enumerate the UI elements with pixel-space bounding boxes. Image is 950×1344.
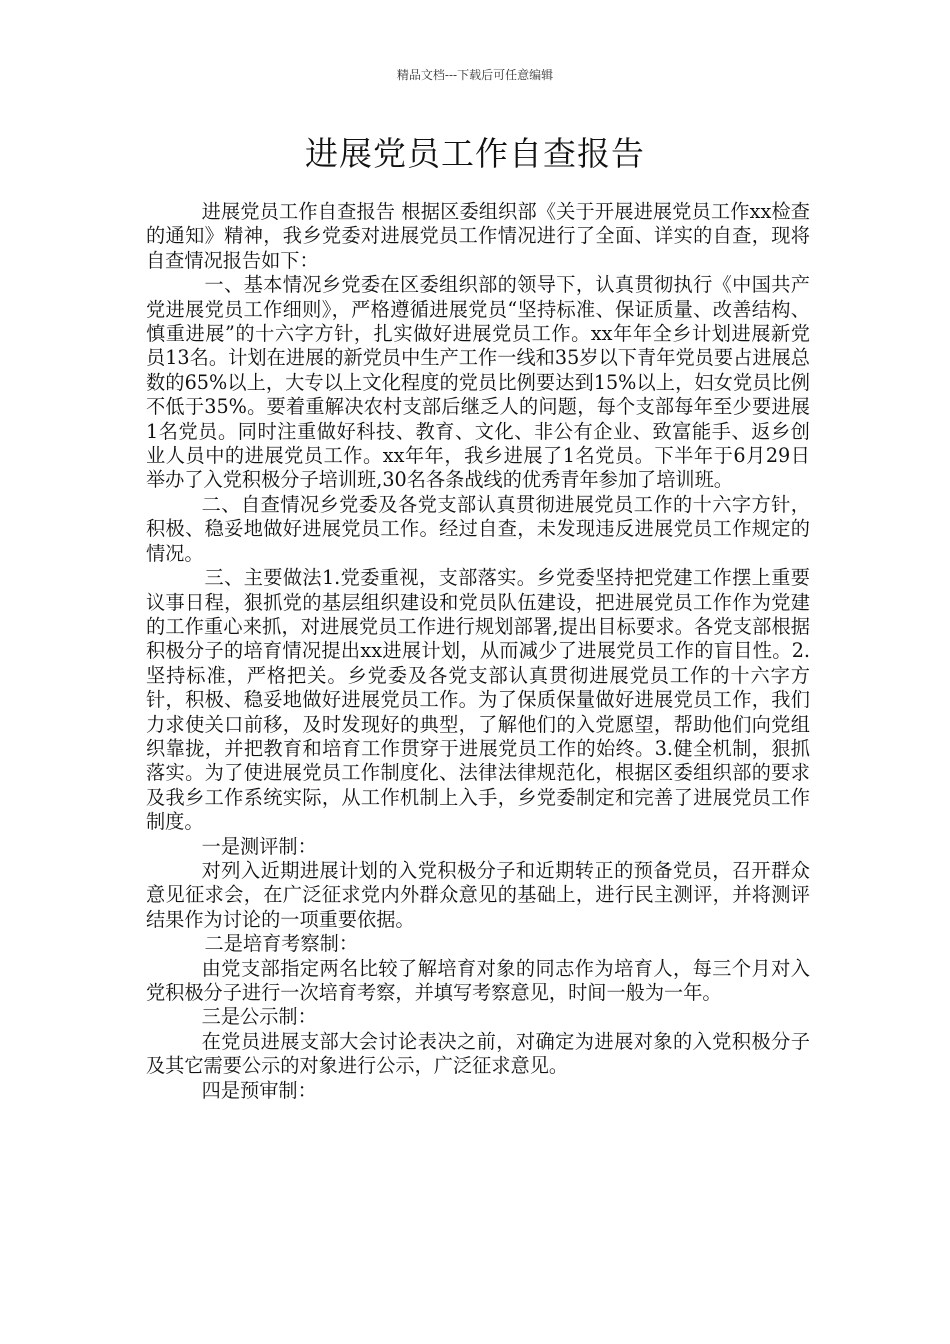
document-title: 进展党员工作自查报告 <box>305 134 645 173</box>
header-note: 精品文档---下载后可任意编辑 <box>396 68 554 82</box>
paragraph-basic-situation: 一、基本情况乡党委在区委组织部的领导下，认真贯彻执行《中国共产党进展党员工作细则》，严格遵循进展党员“坚持标准、保证质量、改善结构、慎重进展”的十六字方针，扎实做好进展党员工作。xx年年全乡计划进展新党员13名。计划在进展的新党员中生产工作一线和35岁以下青年党员要占进展总数的65%以上，大专以上文化程度的党员比例要达到15%以上，妇女党员比例不低于35%。要着重解决农村支部后继乏人的问题，每个支部每年至少要进展1名党员。同时注重做好科技、教育、文化、非公有企业、致富能手、返乡创业人员中的进展党员工作。xx年年，我乡进展了1名党员。下半年于6月29日举办了入党积极分子培训班,30名各条战线的优秀青年参加了培训班。 <box>146 273 810 492</box>
heading-evaluation-system: 一是测评制： <box>201 834 317 858</box>
paragraph-publicity-system: 在党员进展支部大会讨论表决之前，对确定为进展对象的入党积极分子及其它需要公示的对象进行公示，广泛征求意见。 <box>146 1029 810 1078</box>
heading-training-system: 二是培育考察制： <box>204 932 359 956</box>
paragraph-intro: 进展党员工作自查报告 根据区委组织部《关于开展进展党员工作xx检查的通知》精神，我乡党委对进展党员工作情况进行了全面、详实的自查，现将自查情况报告如下： <box>146 200 810 272</box>
paragraph-training-system: 由党支部指定两名比较了解培育对象的同志作为培育人，每三个月对入党积极分子进行一次培育考察，并填写考察意见，时间一般为一年。 <box>146 956 810 1004</box>
heading-pre-review-system: 四是预审制： <box>201 1078 317 1102</box>
paragraph-evaluation-system: 对列入近期进展计划的入党积极分子和近期转正的预备党员，召开群众意见征求会，在广泛征求党内外群众意见的基础上，进行民主测评，并将测评结果作为讨论的一项重要依据。 <box>146 858 810 931</box>
document-body <box>146 200 810 1103</box>
paragraph-self-inspection: 二、自查情况乡党委及各党支部认真贯彻进展党员工作的十六字方针，积极、稳妥地做好进展党员工作。经过自查，未发现违反进展党员工作规定的情况。 <box>146 492 810 565</box>
paragraph-main-practices: 三、主要做法1.党委重视，支部落实。乡党委坚持把党建工作摆上重要议事日程，狠抓党的基层组织建设和党员队伍建设，把进展党员工作作为党建的工作重心来抓，对进展党员工作进行规划部署,提出目标要求。各党支部根据积极分子的培育情况提出xx进展计划，从而减少了进展党员工作的盲目性。2.坚持标准，严格把关。乡党委及各党支部认真贯彻进展党员工作的十六字方针，积极、稳妥地做好进展党员工作。为了保质保量做好进展党员工作，我们力求使关口前移，及时发现好的典型，了解他们的入党愿望，帮助他们向党组织靠拢，并把教育和培育工作贯穿于进展党员工作的始终。3.健全机制，狠抓落实。为了使进展党员工作制度化、法律法律规范化，根据区委组织部的要求及我乡工作系统实际，从工作机制上入手，乡党委制定和完善了进展党员工作制度。 <box>146 566 810 834</box>
heading-publicity-system: 三是公示制： <box>201 1005 317 1029</box>
